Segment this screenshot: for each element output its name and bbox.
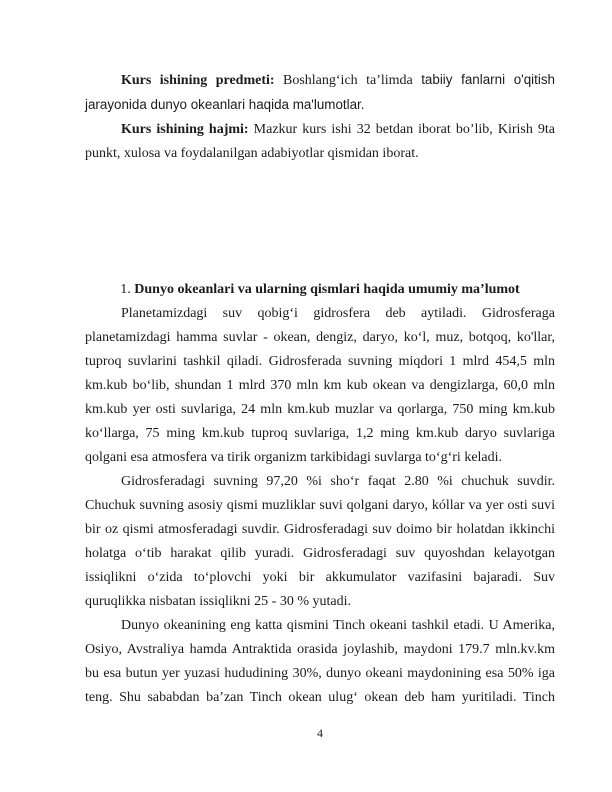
text-run: km.kub yer osti suvlariga, 24 mln km.kub muzlar va qorlarga, 750 ming km.kub — [85, 402, 555, 417]
text-run: tabiiy fanlarni o'qitish — [421, 72, 555, 87]
text-paragraph — [85, 470, 555, 614]
text-paragraph — [85, 118, 555, 166]
text-line — [85, 686, 555, 710]
text-run: issiqlikni o‘zida to‘plovchi yoki bir akkumulator vazifasini bajaradi. Suv — [85, 570, 555, 585]
text-line — [85, 68, 555, 93]
text-run: Chuchuk suvning asosiy qismi muzliklar suvi qolgani daryo, kóllar va yer osti suvi — [85, 498, 555, 513]
text-run: Mazkur kurs ishi 32 betdan iborat bo’lib, Kirish 9ta — [253, 122, 555, 137]
text-line — [85, 374, 555, 398]
text-run: punkt, xulosa va foydalanilgan adabiyotlar qismidan iborat. — [85, 146, 419, 161]
page-number: 4 — [317, 726, 323, 740]
text-run: Boshlang‘ich ta’limda — [283, 73, 422, 88]
text-paragraph — [85, 614, 555, 710]
text-line — [85, 278, 555, 302]
text-run: teng. Shu sababdan ba’zan Tinch okean ulug‘ okean deb ham yuritiladi. Tinch — [85, 690, 555, 705]
text-run: qolgani esa atmosfera va tirik organizm tarkibidagi suvlarga to‘g‘ri keladi. — [85, 450, 503, 465]
text-line — [85, 446, 555, 470]
text-line — [85, 470, 555, 494]
text-line — [85, 302, 555, 326]
text-line — [85, 326, 555, 350]
text-run: 1. — [120, 282, 135, 297]
document-body — [85, 68, 555, 710]
vertical-space — [85, 166, 555, 278]
text-line — [85, 422, 555, 446]
text-run: tuproq suvlarini tashkil qiladi. Gidrosferada suvning miqdori 1 mlrd 454,5 mln — [85, 354, 555, 369]
text-line — [85, 614, 555, 638]
text-paragraph — [85, 302, 555, 470]
text-run: bu esa butun yer yuzasi hududining 30%, dunyo okeani maydonining esa 50% iga — [85, 666, 555, 681]
text-run: Kurs ishining predmeti: — [121, 73, 283, 88]
text-paragraph — [85, 68, 555, 118]
text-run: Dunyo okeanlari va ularning qismlari haqida umumiy ma’lumot — [134, 282, 520, 297]
text-line — [85, 518, 555, 542]
text-line — [85, 350, 555, 374]
text-line — [85, 566, 555, 590]
text-line — [85, 494, 555, 518]
text-line — [85, 142, 555, 166]
text-run: km.kub bo‘lib, shundan 1 mlrd 370 mln km kub okean va dengizlarga, 60,0 mln — [85, 378, 555, 393]
text-line — [85, 93, 555, 118]
text-run: Osiyo, Avstraliya hamda Antraktida orasida joylashib, maydoni 179.7 mln.kv.km — [85, 642, 555, 657]
text-run: bir oz qismi atmosferadagi suvdir. Gidrosferadagi suv doimo bir holatdan ikkinchi — [85, 522, 555, 537]
text-line — [85, 542, 555, 566]
text-run: ko‘llarga, 75 ming km.kub tuproq suvlariga, 1,2 ming km.kub daryo suvlariga — [85, 426, 555, 441]
text-run: jarayonida dunyo okeanlari haqida ma'lumotlar. — [85, 97, 365, 112]
text-run: Kurs ishining hajmi: — [121, 122, 254, 137]
section-heading — [85, 278, 555, 302]
text-line — [85, 638, 555, 662]
text-line — [85, 590, 555, 614]
text-run: Planetamizdagi suv qobig‘i gidrosfera deb aytiladi. Gidrosferaga — [121, 306, 555, 321]
text-line — [85, 118, 555, 142]
text-run: holatga o‘tib harakat qilib yuradi. Gidrosferadagi suv quyoshdan kelayotgan — [85, 546, 555, 561]
text-run: planetamizdagi hamma suvlar - okean, dengiz, daryo, ko‘l, muz, botqoq, ko'llar, — [85, 330, 555, 345]
text-line — [85, 398, 555, 422]
text-run: Dunyo okeanining eng katta qismini Tinch okeani tashkil etadi. U Amerika, — [121, 618, 555, 633]
text-run: quruqlikka nisbatan issiqlikni 25 - 30 % yutadi. — [85, 594, 351, 609]
text-line — [85, 662, 555, 686]
text-run: Gidrosferadagi suvning 97,20 %i sho‘r faqat 2.80 %i chuchuk suvdir. — [121, 474, 555, 489]
